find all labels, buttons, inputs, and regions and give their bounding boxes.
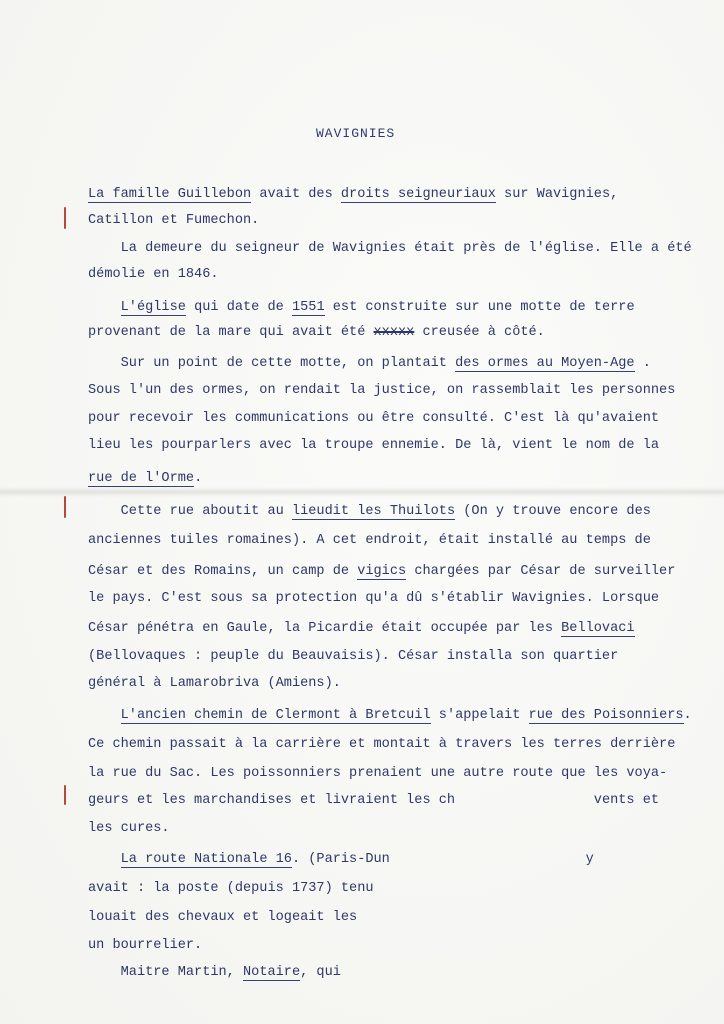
text-segment: Ce chemin passait à la carrière et montait à travers les terres derrière <box>88 737 676 752</box>
text-line <box>88 240 692 258</box>
text-segment: . <box>683 708 692 723</box>
text-line <box>88 620 635 638</box>
text-segment: . <box>634 356 651 371</box>
text-segment: le pays. C'est sous sa protection qu'a dû s'établir Wavignies. Lorsque <box>88 591 660 606</box>
text-line <box>88 382 675 400</box>
text-segment: avait : la poste (depuis 1737) tenu <box>88 881 374 896</box>
text-line <box>88 648 618 666</box>
text-segment: geurs et les marchandises et livraient les ch <box>88 793 456 808</box>
text-line <box>88 532 651 550</box>
text-line <box>88 851 594 869</box>
text-segment: démolie en 1846. <box>88 267 219 282</box>
text-segment <box>390 852 586 867</box>
text-segment: général à Lamarobriva (Amiens). <box>88 676 341 691</box>
text-line <box>88 590 659 608</box>
underlined-text: Bellovaci <box>561 621 635 636</box>
text-segment: Maitre Martin, <box>88 965 243 980</box>
text-line <box>88 299 635 317</box>
text-line <box>88 792 659 810</box>
underlined-text: lieudit les Thuilots <box>291 504 456 519</box>
text-line <box>88 186 618 204</box>
text-segment: . <box>194 471 203 486</box>
text-line <box>88 470 202 488</box>
text-segment: creusée à côté. <box>414 325 545 340</box>
text-segment <box>88 708 121 723</box>
text-line <box>88 266 219 284</box>
text-segment: pour recevoir les communications ou être consulté. C'est là qu'avaient <box>88 411 660 426</box>
text-segment: , qui <box>300 965 341 980</box>
text-segment: sur Wavignies, <box>495 187 619 202</box>
text-segment: provenant de la mare qui avait été <box>88 325 374 340</box>
text-segment: César pénétra en Gaule, la Picardie était occupée par les <box>88 621 562 636</box>
text-segment: s'appelait <box>430 708 529 723</box>
text-line <box>88 820 170 838</box>
text-segment: est construite sur une motte de terre <box>324 300 635 315</box>
text-line <box>88 707 692 725</box>
text-segment: La demeure du seigneur de Wavignies était près de l'église. Elle a été <box>88 241 692 256</box>
text-segment: un bourrelier. <box>88 938 203 953</box>
margin-mark <box>64 785 66 805</box>
text-segment: vents et <box>593 793 660 808</box>
page-title: WAVIGNIES <box>316 126 396 141</box>
text-line <box>88 410 659 428</box>
text-segment: louait des chevaux et logeait les <box>88 910 358 925</box>
underlined-text: L'église <box>120 300 186 315</box>
margin-mark <box>64 207 66 229</box>
text-segment: Sur un point de cette motte, on plantait <box>88 356 456 371</box>
text-line <box>88 675 341 693</box>
text-segment <box>455 793 594 808</box>
underlined-text: des ormes au Moyen-Age <box>455 356 635 371</box>
underlined-text: La famille Guillebon <box>88 187 252 202</box>
text-segment: Sous l'un des ormes, on rendait la justice, on rassemblait les personnes <box>88 383 676 398</box>
text-segment: y <box>585 852 594 867</box>
text-segment: (On y trouve encore des <box>455 504 651 519</box>
text-segment: qui date de <box>185 300 292 315</box>
text-line <box>88 503 651 521</box>
underlined-text: 1551 <box>291 300 325 315</box>
text-line <box>88 355 651 373</box>
underlined-text: rue de l'Orme <box>88 471 195 486</box>
underlined-text: rue des Poisonniers <box>528 708 684 723</box>
underlined-text: vigics <box>357 564 407 579</box>
underlined-text: droits seigneuriaux <box>340 187 496 202</box>
text-segment <box>88 852 121 867</box>
underlined-text: Notaire <box>243 965 301 980</box>
text-line <box>88 563 675 581</box>
text-segment: avait des <box>251 187 341 202</box>
text-line <box>88 964 341 982</box>
underlined-text: La route Nationale 16 <box>120 852 292 867</box>
struck-text: xxxxx <box>373 325 415 340</box>
text-line <box>88 324 545 342</box>
text-line <box>88 765 667 783</box>
text-segment: chargées par César de surveiller <box>406 564 676 579</box>
underlined-text: L'ancien chemin de Clermont à Bretcuil <box>120 708 431 723</box>
paper-fold <box>0 487 724 497</box>
text-line <box>88 937 202 955</box>
text-line <box>88 212 259 230</box>
margin-mark <box>64 496 66 518</box>
text-segment: lieu les pourparlers avec la troupe ennemie. De là, vient le nom de la <box>88 438 660 453</box>
text-line <box>88 736 675 754</box>
text-segment: anciennes tuiles romaines). A cet endroit, était installé au temps de <box>88 533 651 548</box>
text-segment: (Bellovaques : peuple du Beauvaisis). César installa son quartier <box>88 649 619 664</box>
text-segment: Catillon et Fumechon. <box>88 213 260 228</box>
text-line <box>88 909 357 927</box>
text-segment: la rue du Sac. Les poissonniers prenaient une autre route que les voya- <box>88 766 668 781</box>
text-segment: César et des Romains, un camp de <box>88 564 358 579</box>
text-segment: les cures. <box>88 821 170 836</box>
text-segment: Cette rue aboutit au <box>88 504 292 519</box>
text-segment <box>88 300 121 315</box>
text-line <box>88 437 659 455</box>
text-segment: . (Paris-Dun <box>291 852 390 867</box>
text-line <box>88 880 374 898</box>
